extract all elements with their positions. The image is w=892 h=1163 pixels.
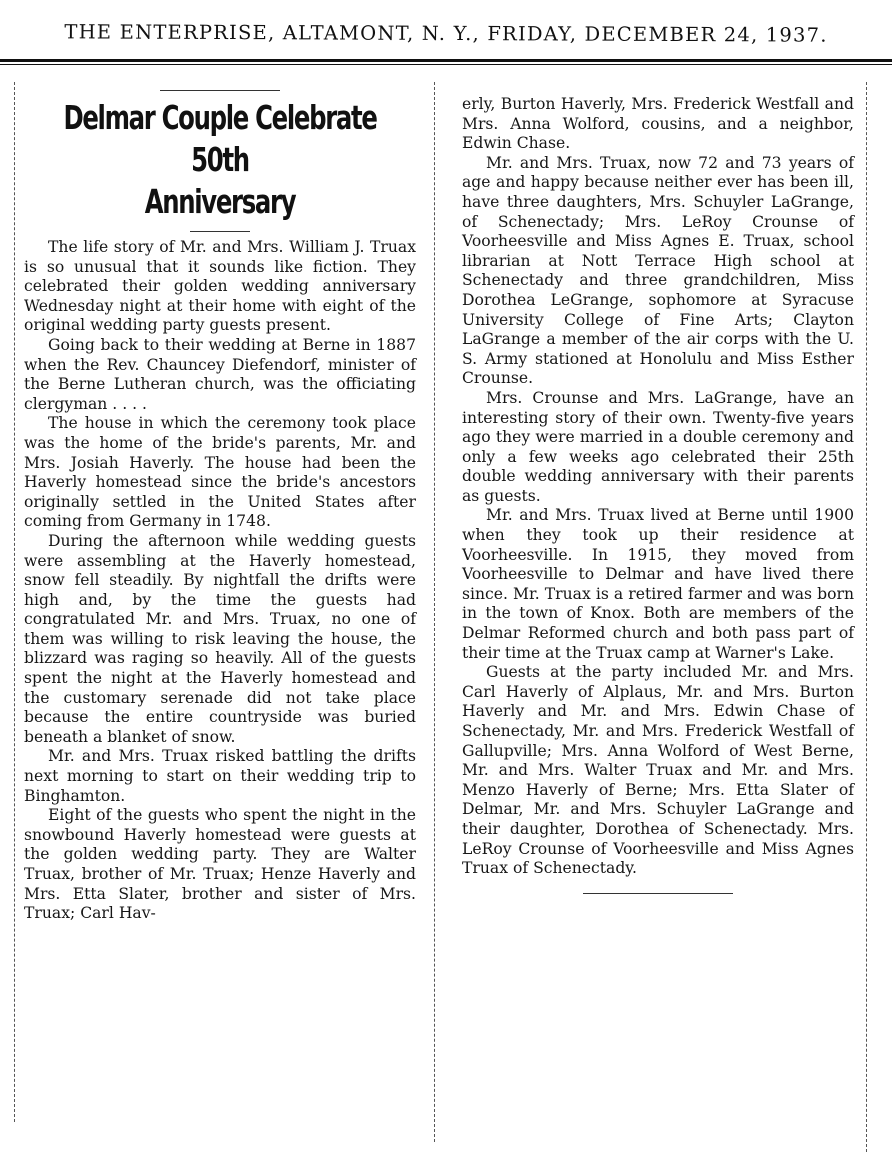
paragraph: Mrs. Crounse and Mrs. LaGrange, have an interesting story of their own. Twenty-five years ago they were married in a double ceremony and only a few weeks ago celebrated their 25th double wedding anniversary with their parents as guests.	[462, 388, 854, 505]
paragraph: Eight of the guests who spent the night in the snowbound Haverly homestead were guests at the golden wedding party. They are Walter Truax, brother of Mr. Truax; Henze Haverly and Mrs. Etta Slater, brother and sister of Mrs. Truax; Carl Hav-	[24, 806, 416, 923]
paragraph: Mr. and Mrs. Truax, now 72 and 73 years of age and happy because neither ever has been ill, have three daughters, Mrs. Schuyler LaGrange, of Schenectady; Mrs. LeRoy Crounse of Voorheesville and Miss Agnes E. Truax, school librarian at Nott Terrace High school at Schenectady and three grandchildren, Miss Dorothea LeGrange, sophomore at Syracuse University College of Fine Arts; Clayton LaGrange a member of the air corps with the U. S. Army stationed at Honolulu and Miss Esther Crounse.	[462, 153, 854, 388]
paragraph: Guests at the party included Mr. and Mrs. Carl Haverly of Alplaus, Mr. and Mrs. Burton Haverly and Mr. and Mrs. Edwin Chase of Schenectady, Mr. and Mrs. Frederick Westfall of Gallupville; Mrs. Anna Wolford of West Berne, Mr. and Mrs. Walter Truax and Mr. and Mrs. Menzo Haverly of Berne; Mrs. Etta Slater of Delmar, Mr. and Mrs. Schuyler LaGrange and their daughter, Dorothea of Schenectady. Mrs. LeRoy Crounse of Voorheesville and Miss Agnes Truax of Schenectady.	[462, 663, 854, 878]
masthead-rule	[0, 59, 892, 62]
left-column	[24, 90, 416, 924]
paragraph: During the afternoon while wedding guests were assembling at the Haverly homestead, snow fell steadily. By nightfall the drifts were high and, by the time the guests had congratulated Mr. and Mrs. Truax, no one of them was willing to risk leaving the house, the blizzard was raging so heavily. All of the guests spent the night at the Haverly homestead and the customary serenade did not take place because the entire countryside was buried beneath a blanket of snow.	[24, 531, 416, 746]
headline-top-rule	[160, 90, 280, 91]
headline-bottom-rule	[190, 231, 250, 232]
paragraph: The house in which the ceremony took place was the home of the bride's parents, Mr. and Mrs. Josiah Haverly. The house had been the Haverly homestead since the bride's ancestors originally settled in the United States after coming from Germany in 1748.	[24, 414, 416, 531]
paragraph: Going back to their wedding at Berne in 1887 when the Rev. Chauncey Diefendorf, minister of the Berne Lutheran church, was the officiating clergyman . . . .	[24, 335, 416, 413]
headline-line-1: Delmar Couple Celebrate 50th	[63, 98, 377, 179]
article-headline	[59, 97, 380, 223]
paragraph: Mr. and Mrs. Truax lived at Berne until 1900 when they took up their residence at Voorheesville. In 1915, they moved from Voorheesville to Delmar and have lived there since. Mr. Truax is a retired farmer and was born in the town of Knox. Both are members of the Delmar Reformed church and both pass part of their time at the Truax camp at Warner's Lake.	[462, 506, 854, 662]
left-margin-rule	[14, 82, 15, 1122]
newspaper-masthead: THE ENTERPRISE, ALTAMONT, N. Y., FRIDAY, DECEMBER 24, 1937.	[64, 20, 828, 47]
paragraph: Mr. and Mrs. Truax risked battling the drifts next morning to start on their wedding trip to Binghamton.	[24, 747, 416, 805]
paragraph-continued: erly, Burton Haverly, Mrs. Frederick Westfall and Mrs. Anna Wolford, cousins, and a neighbor, Edwin Chase.	[462, 95, 854, 153]
headline-line-2: Anniversary	[144, 182, 296, 221]
masthead-rule-thin	[0, 64, 892, 65]
paragraph: The life story of Mr. and Mrs. William J. Truax is so unusual that it sounds like fiction. They celebrated their golden wedding anniversary Wednesday night at their home with eight of the original wedding party guests present.	[24, 238, 416, 335]
column-divider	[434, 82, 435, 1142]
right-column	[462, 95, 854, 894]
right-margin-rule	[866, 82, 867, 1152]
article-end-rule	[583, 893, 733, 894]
